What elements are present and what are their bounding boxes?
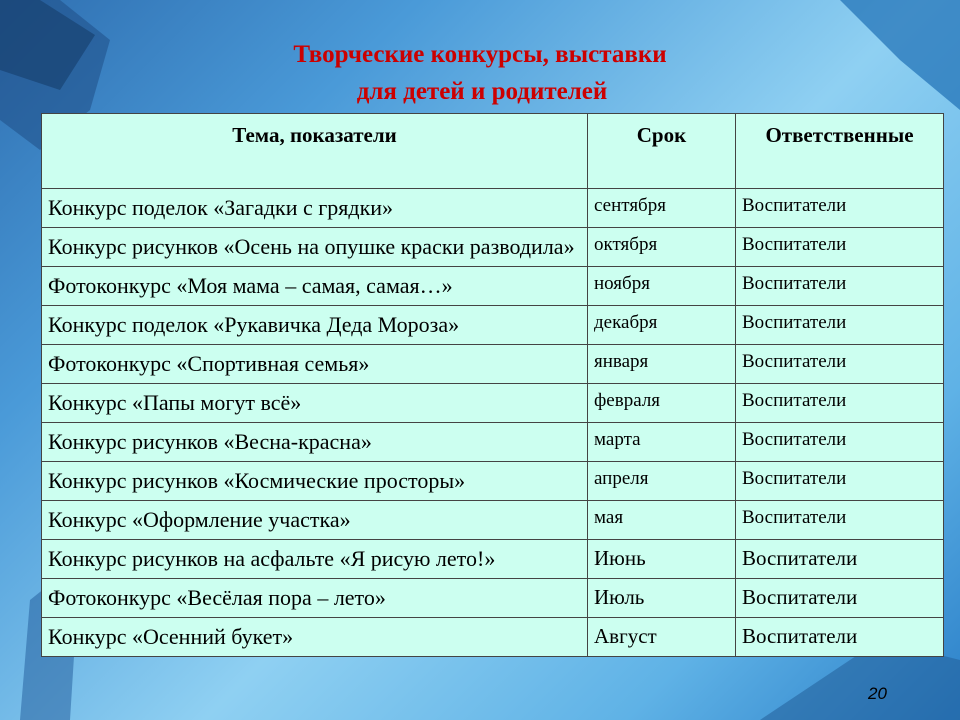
- table-row: [42, 501, 944, 540]
- cell-topic: Конкурс «Папы могут всё»: [42, 384, 588, 423]
- title-line-2: для детей и родителей: [356, 78, 608, 105]
- cell-term: Июнь: [588, 540, 736, 579]
- cell-topic: Конкурс рисунков «Космические просторы»: [42, 462, 588, 501]
- table-row: [42, 345, 944, 384]
- cell-responsible: Воспитатели: [736, 501, 944, 540]
- page-title: [0, 36, 960, 110]
- cell-responsible: Воспитатели: [736, 306, 944, 345]
- cell-term: апреля: [588, 462, 736, 501]
- cell-term: Июль: [588, 579, 736, 618]
- table-row: [42, 618, 944, 657]
- table-row: [42, 267, 944, 306]
- table-row: [42, 462, 944, 501]
- header-topic: Тема, показатели: [42, 114, 588, 189]
- page-number: 20: [868, 684, 887, 703]
- cell-topic: Конкурс «Осенний букет»: [42, 618, 588, 657]
- cell-topic: Фотоконкурс «Весёлая пора – лето»: [42, 579, 588, 618]
- cell-term: Август: [588, 618, 736, 657]
- table-row: [42, 228, 944, 267]
- cell-topic: Фотоконкурс «Спортивная семья»: [42, 345, 588, 384]
- cell-term: ноября: [588, 267, 736, 306]
- cell-topic: Фотоконкурс «Моя мама – самая, самая…»: [42, 267, 588, 306]
- cell-responsible: Воспитатели: [736, 579, 944, 618]
- cell-responsible: Воспитатели: [736, 384, 944, 423]
- cell-term: декабря: [588, 306, 736, 345]
- cell-topic: Конкурс рисунков «Осень на опушке краски разводила»: [42, 228, 588, 267]
- cell-topic: Конкурс поделок «Загадки с грядки»: [42, 189, 588, 228]
- cell-term: января: [588, 345, 736, 384]
- table-row: [42, 579, 944, 618]
- cell-responsible: Воспитатели: [736, 267, 944, 306]
- cell-topic: Конкурс рисунков «Весна-красна»: [42, 423, 588, 462]
- cell-responsible: Воспитатели: [736, 345, 944, 384]
- cell-responsible: Воспитатели: [736, 462, 944, 501]
- cell-term: февраля: [588, 384, 736, 423]
- cell-topic: Конкурс рисунков на асфальте «Я рисую лето!»: [42, 540, 588, 579]
- table-header-row: [42, 114, 944, 189]
- table-row: [42, 423, 944, 462]
- header-responsible: Ответственные: [736, 114, 944, 189]
- table-row: [42, 384, 944, 423]
- title-line-1: Творческие конкурсы, выставки: [293, 41, 667, 68]
- cell-responsible: Воспитатели: [736, 228, 944, 267]
- cell-topic: Конкурс поделок «Рукавичка Деда Мороза»: [42, 306, 588, 345]
- table-row: [42, 189, 944, 228]
- cell-responsible: Воспитатели: [736, 540, 944, 579]
- cell-term: сентября: [588, 189, 736, 228]
- cell-term: марта: [588, 423, 736, 462]
- cell-term: октября: [588, 228, 736, 267]
- cell-topic: Конкурс «Оформление участка»: [42, 501, 588, 540]
- cell-responsible: Воспитатели: [736, 423, 944, 462]
- header-term: Срок: [588, 114, 736, 189]
- cell-responsible: Воспитатели: [736, 189, 944, 228]
- table-row: [42, 306, 944, 345]
- cell-term: мая: [588, 501, 736, 540]
- cell-responsible: Воспитатели: [736, 618, 944, 657]
- contests-table: [41, 113, 944, 657]
- table-row: [42, 540, 944, 579]
